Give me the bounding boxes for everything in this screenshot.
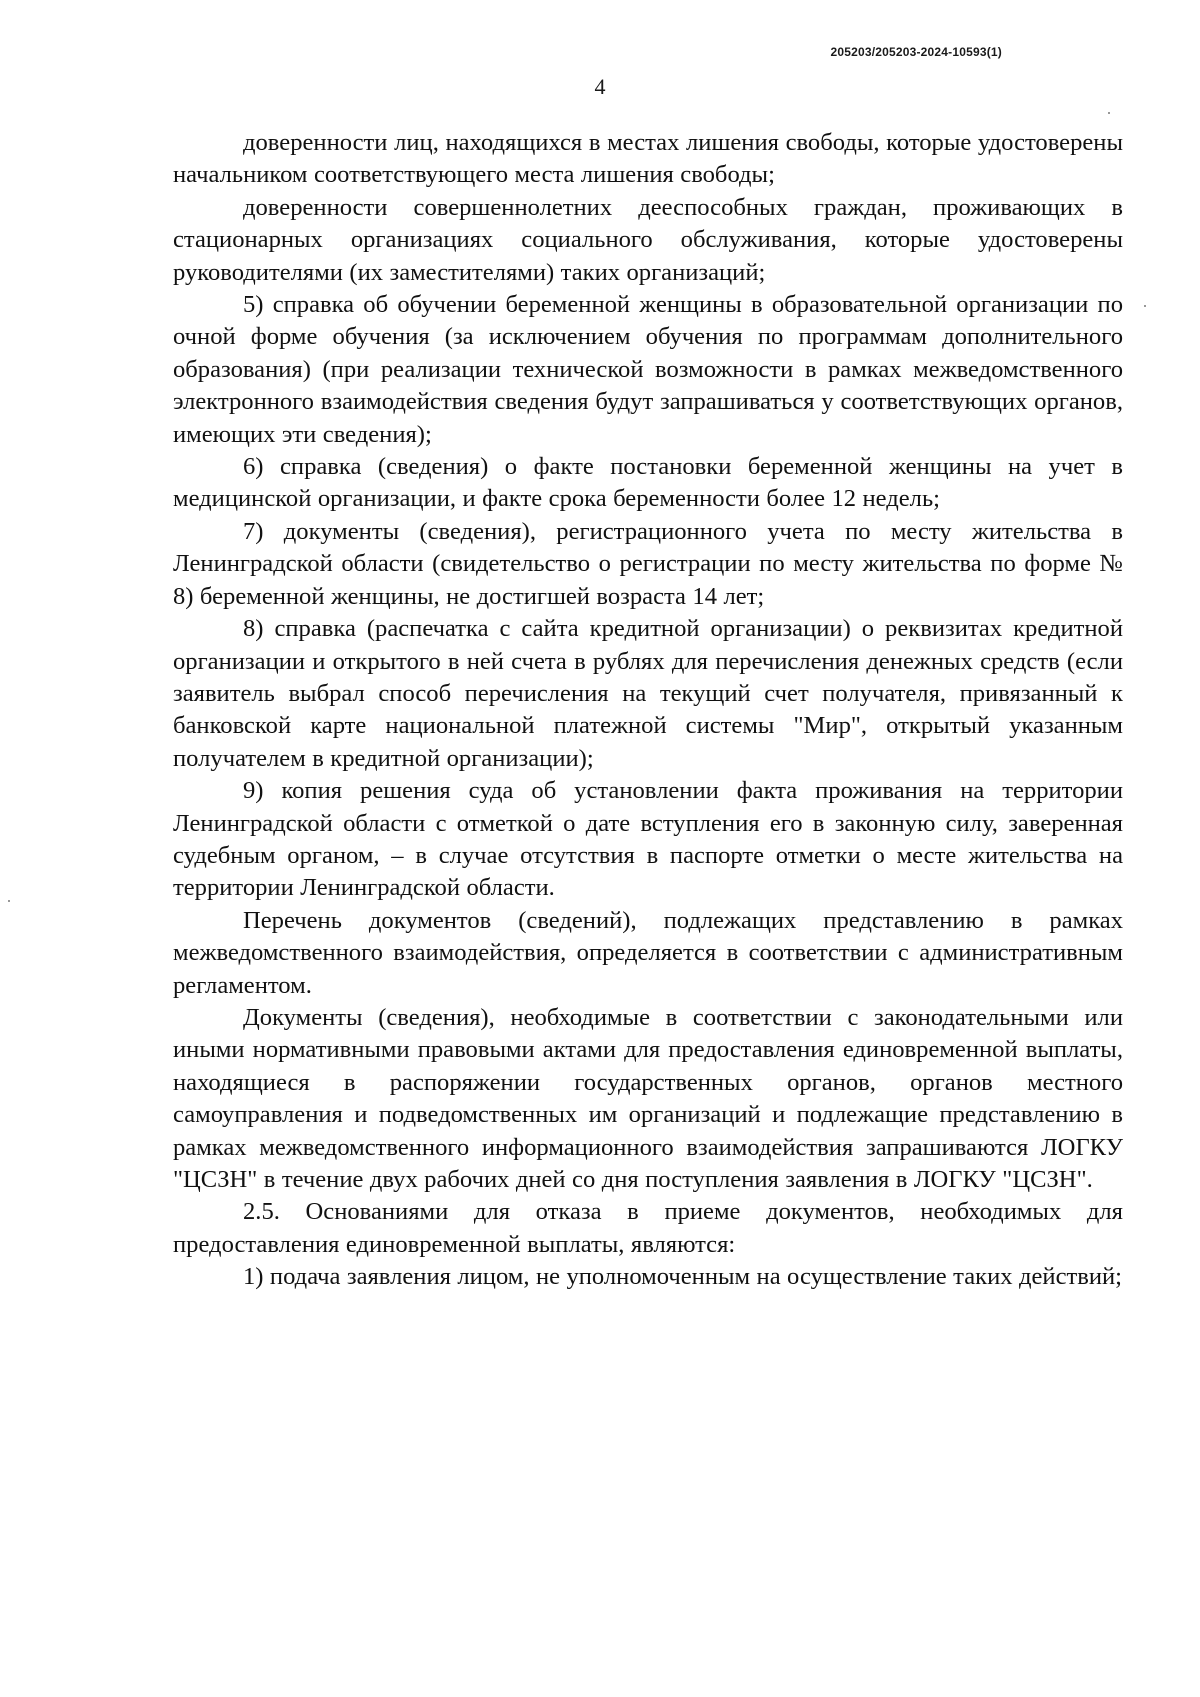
scan-speck (1108, 112, 1110, 114)
list-item-1: 1) подача заявления лицом, не уполномоченным на осуществление таких действий; (243, 1263, 1122, 1291)
list-item-6: 6) справка (сведения) о факте постановки беременной женщины на учет в медицинской организации, и факте срока беременности более 12 недель; (173, 453, 1123, 513)
section-2-5: 2.5. Основаниями для отказа в приеме документов, необходимых для предоставления единовременной выплаты, являются: (173, 1198, 1123, 1258)
document-id: 205203/205203-2024-10593(1) (830, 45, 1002, 59)
list-item-9: 9) копия решения суда об установлении факта проживания на территории Ленинградской области с отметкой о дате вступления его в законную силу, заверенная судебным органом, – в случае отсутствия в паспорте отметки о месте жительства на территории Ленинградской области. (173, 777, 1123, 902)
scan-speck (8, 900, 10, 902)
paragraph: Перечень документов (сведений), подлежащих представлению в рамках межведомственного взаимодействия, определяется в соответствии с административным регламентом. (173, 906, 1123, 999)
document-body (173, 127, 1123, 1294)
paragraph: доверенности совершеннолетних дееспособных граждан, проживающих в стационарных организациях социального обслуживания, которые удостоверены руководителями (их заместителями) таких организаций; (173, 193, 1123, 286)
paragraph: доверенности лиц, находящихся в местах лишения свободы, которые удостоверены начальником соответствующего места лишения свободы; (173, 129, 1123, 189)
list-item-5: 5) справка об обучении беременной женщины в образовательной организации по очной форме обучения (за исключением обучения по программам дополнительного образования) (при реализации технической возможности в рамках межведомственного электронного взаимодействия сведения будут запрашиваться у соответствующих органов, имеющих эти сведения); (173, 291, 1123, 448)
list-item-7: 7) документы (сведения), регистрационного учета по месту жительства в Ленинградской области (свидетельство о регистрации по месту жительства по форме № 8) беременной женщины, не достигшей возраста 14 лет; (173, 517, 1123, 610)
page-number: 4 (594, 74, 606, 99)
paragraph: Документы (сведения), необходимые в соответствии с законодательными или иными нормативными правовыми актами для предоставления единовременной выплаты, находящиеся в распоряжении государственных органов, органов местного самоуправления и подведомственных им организаций и подлежащие представлению в рамках межведомственного информационного взаимодействия запрашиваются ЛОГКУ "ЦСЗН" в течение двух рабочих дней со дня поступления заявления в ЛОГКУ "ЦСЗН". (173, 1003, 1123, 1193)
scan-speck (1144, 305, 1146, 307)
list-item-8: 8) справка (распечатка с сайта кредитной организации) о реквизитах кредитной организации и открытого в ней счета в рублях для перечисления денежных средств (если заявитель выбрал способ перечисления на текущий счет получателя, привязанный к банковской карте национальной платежной системы "Мир", открытый указанным получателем в кредитной организации); (173, 615, 1123, 772)
